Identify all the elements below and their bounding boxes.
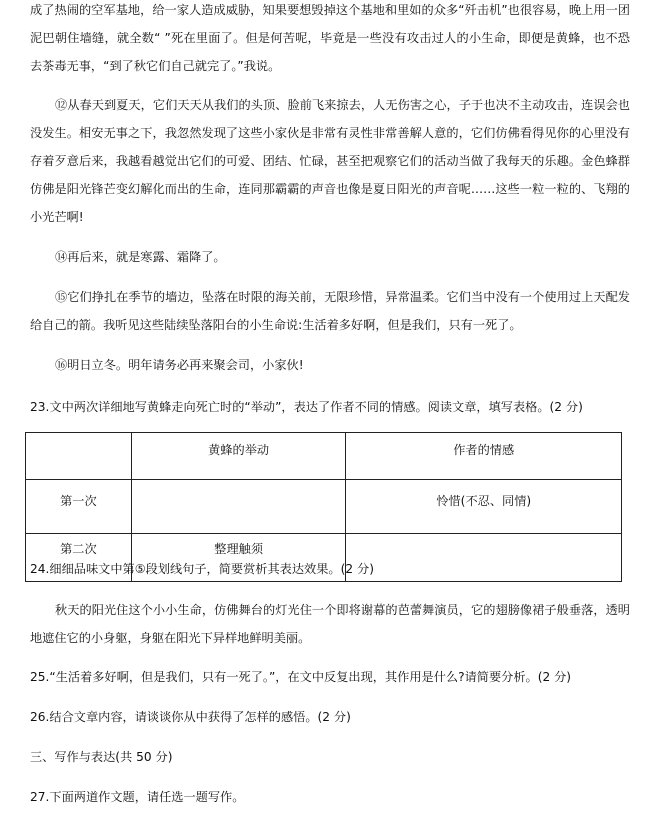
- table-row: [26, 480, 622, 534]
- question-24: 24.细细品味文中第⑤段划线句子，简要赏析其表达效果。(2 分): [30, 562, 374, 576]
- question-27: 27.下面两道作文题，请任选一题写作。: [30, 790, 245, 804]
- paragraph-intro: 成了热闹的空军基地，给一家人造成威胁，知果要想毁掉这个基地和里如的众多“歼击机”也很容易，晚上用一团泥巴朝住墙缝，就全数“ ”死在里面了。但是何苦呢，毕竟是一些没有攻击过人的小生命，即便是黄蜂，也不恐去茶毒无事，“到了秋它们自己就完了。”我说。: [30, 3, 630, 73]
- section-3-heading: 三、写作与表达(共 50 分): [30, 750, 173, 764]
- table-cell-action: 整理触须: [131, 534, 346, 582]
- paragraph-12: ⑫从春天到夏天，它们天天从我们的头顶、脸前飞来掠去，人无伤害之心，子于也决不主动攻击，连误会也没发生。相安无事之下，我忽然发现了这些小家伙是非常有灵性非常善解人意的，它们仿佛看得见你的心里没有存着歹意后来，我越看越觉出它们的可爱、团结、忙碌，甚至把观察它们的活动当做了我每天的乐趣。金色蜂群仿佛是阳光锋芒变幻解化而出的生命，连同那霸霸的声音也像是夏日阳光的声音呢……这些一粒一粒的、飞翔的小光芒啊!: [30, 98, 630, 224]
- table-cell-row-label: 第一次: [26, 480, 132, 534]
- table-cell-row-label: 第二次: [26, 534, 132, 582]
- paragraph-16: ⑯明日立冬。明年请务必再来聚会司，小家伙!: [55, 358, 304, 372]
- table-header-row: [26, 433, 622, 480]
- question-26: 26.结合文章内容，请谈谈你从中获得了怎样的感悟。(2 分): [30, 710, 351, 724]
- table-header-cell-action: 黄蜂的举动: [131, 433, 346, 480]
- paragraph-15: ⑮它们挣扎在季节的墙边，坠落在时限的海关前，无限珍惜，异常温柔。它们当中没有一个使用过上天配发给自己的箭。我听见这些陆续坠落阳台的小生命说:生活着多好啊，但是我们，只有一死了。: [30, 290, 630, 332]
- table-cell-action[interactable]: [131, 480, 346, 534]
- table-cell-emotion: 怜惜(不忍、同情): [346, 480, 622, 534]
- table-header-cell-emotion: 作者的情感: [346, 433, 622, 480]
- table-header-cell-blank: [26, 433, 132, 480]
- paragraph-14: ⑭再后来，就是寒露、霜降了。: [55, 250, 226, 264]
- question-25: 25.“生活着多好啊，但是我们，只有一死了。”，在文中反复出现，其作用是什么?请简要分析。(2 分): [30, 670, 572, 684]
- question-24-quote: 秋天的阳光住这个小小生命，仿佛舞台的灯光住一个即将谢幕的芭蕾舞演员，它的翅膀像裙子般垂落，透明地遮住它的小身躯，身躯在阳光下异样地鲜明美丽。: [30, 603, 630, 645]
- question-23: 23.文中两次详细地写黄蜂走向死亡时的“举动”，表达了作者不同的情感。阅读文章，填写表格。(2 分): [30, 400, 583, 414]
